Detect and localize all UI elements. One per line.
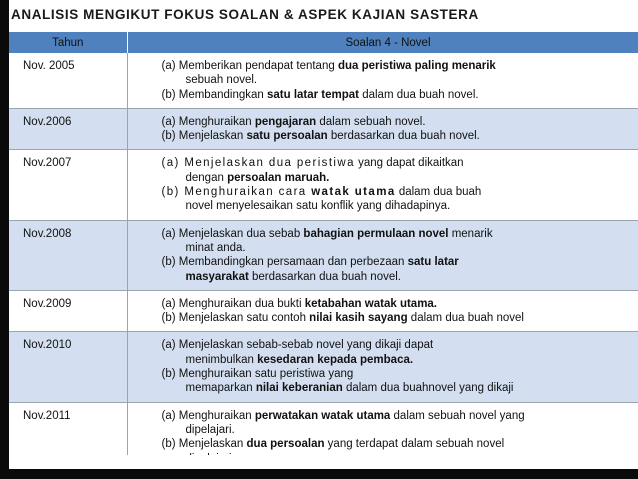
table-row — [9, 108, 638, 150]
question-line — [162, 199, 638, 213]
question-line — [162, 381, 638, 395]
question-line — [162, 59, 638, 73]
question-line — [162, 409, 638, 423]
question-text: (b) Membandingkan persamaan dan perbezaan — [161, 256, 408, 269]
question-text: (a) Menjelaskan dua sebab — [161, 227, 304, 240]
question-text: berdasarkan dua buah novel. — [248, 270, 401, 283]
emphasis-text: satu latar — [407, 256, 459, 269]
table-row — [9, 332, 638, 402]
emphasis-text: persoalan maruah. — [227, 171, 330, 184]
question-line — [162, 353, 638, 367]
question-text: (b) Menghuraikan satu peristiwa yang — [161, 368, 354, 381]
question-text: dalam sebuah novel yang — [390, 409, 525, 422]
question-line — [162, 270, 638, 284]
question-line — [162, 241, 638, 255]
question-text: dalam dua buah — [395, 186, 482, 199]
emphasis-text: masyarakat — [185, 270, 249, 283]
question-line — [162, 185, 638, 199]
year-cell: Nov.2006 — [9, 108, 127, 150]
year-cell: Nov.2010 — [9, 332, 127, 402]
table-row — [9, 220, 638, 290]
emphasis-text: satu persoalan — [246, 130, 328, 143]
year-cell: Nov. 2005 — [9, 53, 127, 108]
table-row — [9, 53, 638, 108]
year-cell: Nov.2011 — [9, 402, 127, 469]
emphasis-text: dua persoalan — [246, 438, 325, 451]
question-text: menarik — [448, 227, 493, 240]
emphasis-text: ketabahan watak utama. — [304, 297, 438, 310]
year-cell: Nov.2009 — [9, 290, 127, 332]
question-line — [162, 115, 638, 129]
question-cell — [127, 332, 638, 402]
table-row — [9, 290, 638, 332]
question-text: dengan — [185, 171, 228, 184]
question-text: dalam dua buah novel — [407, 312, 524, 325]
question-line — [162, 171, 638, 185]
question-text: sebuah novel. — [185, 74, 258, 87]
question-text: dipelajari. — [185, 423, 235, 436]
question-text: yang dapat dikaitkan — [354, 157, 464, 170]
question-text: (b) Menghuraikan cara — [161, 186, 312, 199]
page-title: ANALISIS MENGIKUT FOKUS SOALAN & ASPEK KAJIAN SASTERA — [9, 0, 638, 32]
question-text: (a) Menghuraikan — [161, 115, 255, 128]
question-text: memaparkan — [185, 382, 256, 395]
question-line — [162, 311, 638, 325]
bottom-strip — [9, 455, 638, 469]
question-line — [162, 423, 638, 437]
slide — [9, 0, 638, 469]
header-question: Soalan 4 - Novel — [127, 32, 638, 53]
question-cell — [127, 290, 638, 332]
question-text: novel menyelesaikan satu konflik yang dihadapinya. — [185, 200, 451, 213]
question-line — [162, 129, 638, 143]
question-text: (b) Menjelaskan — [161, 130, 247, 143]
question-text: dalam dua buahnovel yang dikaji — [342, 382, 514, 395]
emphasis-text: nilai keberanian — [255, 382, 343, 395]
question-text: (b) Membandingkan — [161, 88, 267, 101]
question-line — [162, 156, 638, 170]
question-text: (b) Menjelaskan — [161, 438, 247, 451]
question-cell — [127, 53, 638, 108]
question-line — [162, 367, 638, 381]
question-cell — [127, 108, 638, 150]
table-header-row — [9, 32, 638, 53]
question-line — [162, 297, 638, 311]
emphasis-text: bahagian permulaan novel — [303, 227, 449, 240]
header-year: Tahun — [9, 32, 127, 53]
emphasis-text: kesedaran kepada pembaca. — [257, 353, 414, 366]
question-cell — [127, 220, 638, 290]
question-line — [162, 88, 638, 102]
question-line — [162, 227, 638, 241]
year-cell: Nov.2007 — [9, 150, 127, 220]
question-text: (a) Menghuraikan dua bukti — [161, 297, 305, 310]
emphasis-text: pengajaran — [254, 115, 317, 128]
question-text: berdasarkan dua buah novel. — [327, 130, 480, 143]
question-text: (a) Menghuraikan — [161, 409, 255, 422]
question-line — [162, 255, 638, 269]
question-text: (a) Menjelaskan dua peristiwa — [161, 157, 355, 170]
emphasis-text: watak utama — [311, 186, 396, 199]
emphasis-text: dua peristiwa paling menarik — [337, 60, 496, 72]
emphasis-text: perwatakan watak utama — [254, 409, 391, 422]
question-line — [162, 437, 638, 451]
emphasis-text: satu latar tempat — [266, 88, 360, 101]
question-line — [162, 73, 638, 87]
question-text: dalam sebuah novel. — [316, 115, 426, 128]
year-cell: Nov.2008 — [9, 220, 127, 290]
question-cell — [127, 150, 638, 220]
question-text: (b) Menjelaskan satu contoh — [161, 312, 310, 325]
emphasis-text: nilai kasih sayang — [309, 312, 408, 325]
question-text: yang terdapat dalam sebuah novel — [324, 438, 505, 451]
table-row — [9, 150, 638, 220]
question-text: (a) Menjelaskan sebab-sebab novel yang dikaji dapat — [161, 339, 434, 352]
question-text: (a) Memberikan pendapat tentang — [161, 60, 338, 72]
question-text: minat anda. — [185, 241, 246, 254]
question-line — [162, 338, 638, 352]
question-text: menimbulkan — [185, 353, 258, 366]
analysis-table — [9, 32, 638, 469]
question-text: dalam dua buah novel. — [359, 88, 479, 101]
